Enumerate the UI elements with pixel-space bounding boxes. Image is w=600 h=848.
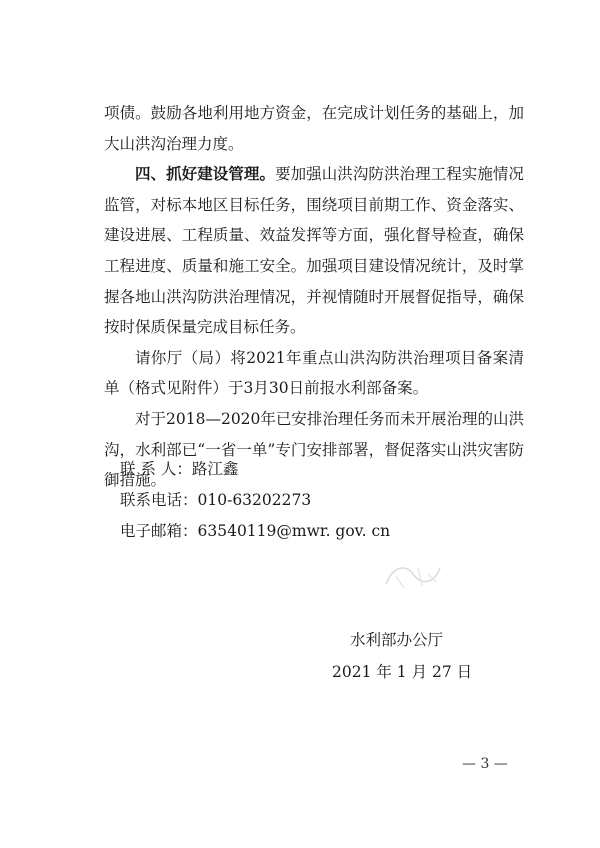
paragraph-1-text: 项债。鼓励各地利用地方资金，在完成计划任务的基础上，加大山洪沟治理力度。 <box>104 104 524 153</box>
contact-email: 电子邮箱：63540119@mwr. gov. cn <box>120 522 391 540</box>
page-number: — 3 — <box>462 756 508 772</box>
paragraph-3 <box>104 343 524 404</box>
paragraph-4 <box>104 404 524 496</box>
signature-date: 2021 年 1 月 27 日 <box>332 663 473 681</box>
paragraph-2 <box>104 159 524 343</box>
paragraph-4-text: 对于2018—2020年已安排治理任务而未开展治理的山洪沟，水利部已“一省一单”专门安排部署，督促落实山洪灾害防御措施。 <box>104 409 524 490</box>
faint-seal-mark <box>378 556 448 596</box>
contact-phone: 联系电话：010-63202273 <box>120 491 312 509</box>
contact-person: 联 系 人：路江鑫 <box>120 460 239 478</box>
body-text <box>104 98 524 496</box>
paragraph-2-heading: 四、抓好建设管理。 <box>135 164 276 184</box>
paragraph-3-text: 请你厅（局）将2021年重点山洪沟防洪治理项目备案清单（格式见附件）于3月30日前报水利部备案。 <box>104 348 524 398</box>
paragraph-2-text: 要加强山洪沟防洪治理工程实施情况监管，对标本地区目标任务，围绕项目前期工作、资金落实、建设进展、工程质量、效益发挥等方面，强化督导检查，确保工程进度、质量和施工安全。加强项目建设情况统计，及时掌握各地山洪沟防洪治理情况，并视情随时开展督促指导，确保按时保质保量完成目标任务。 <box>104 165 524 337</box>
paragraph-1 <box>104 98 524 159</box>
signature-org: 水利部办公厅 <box>350 631 444 649</box>
